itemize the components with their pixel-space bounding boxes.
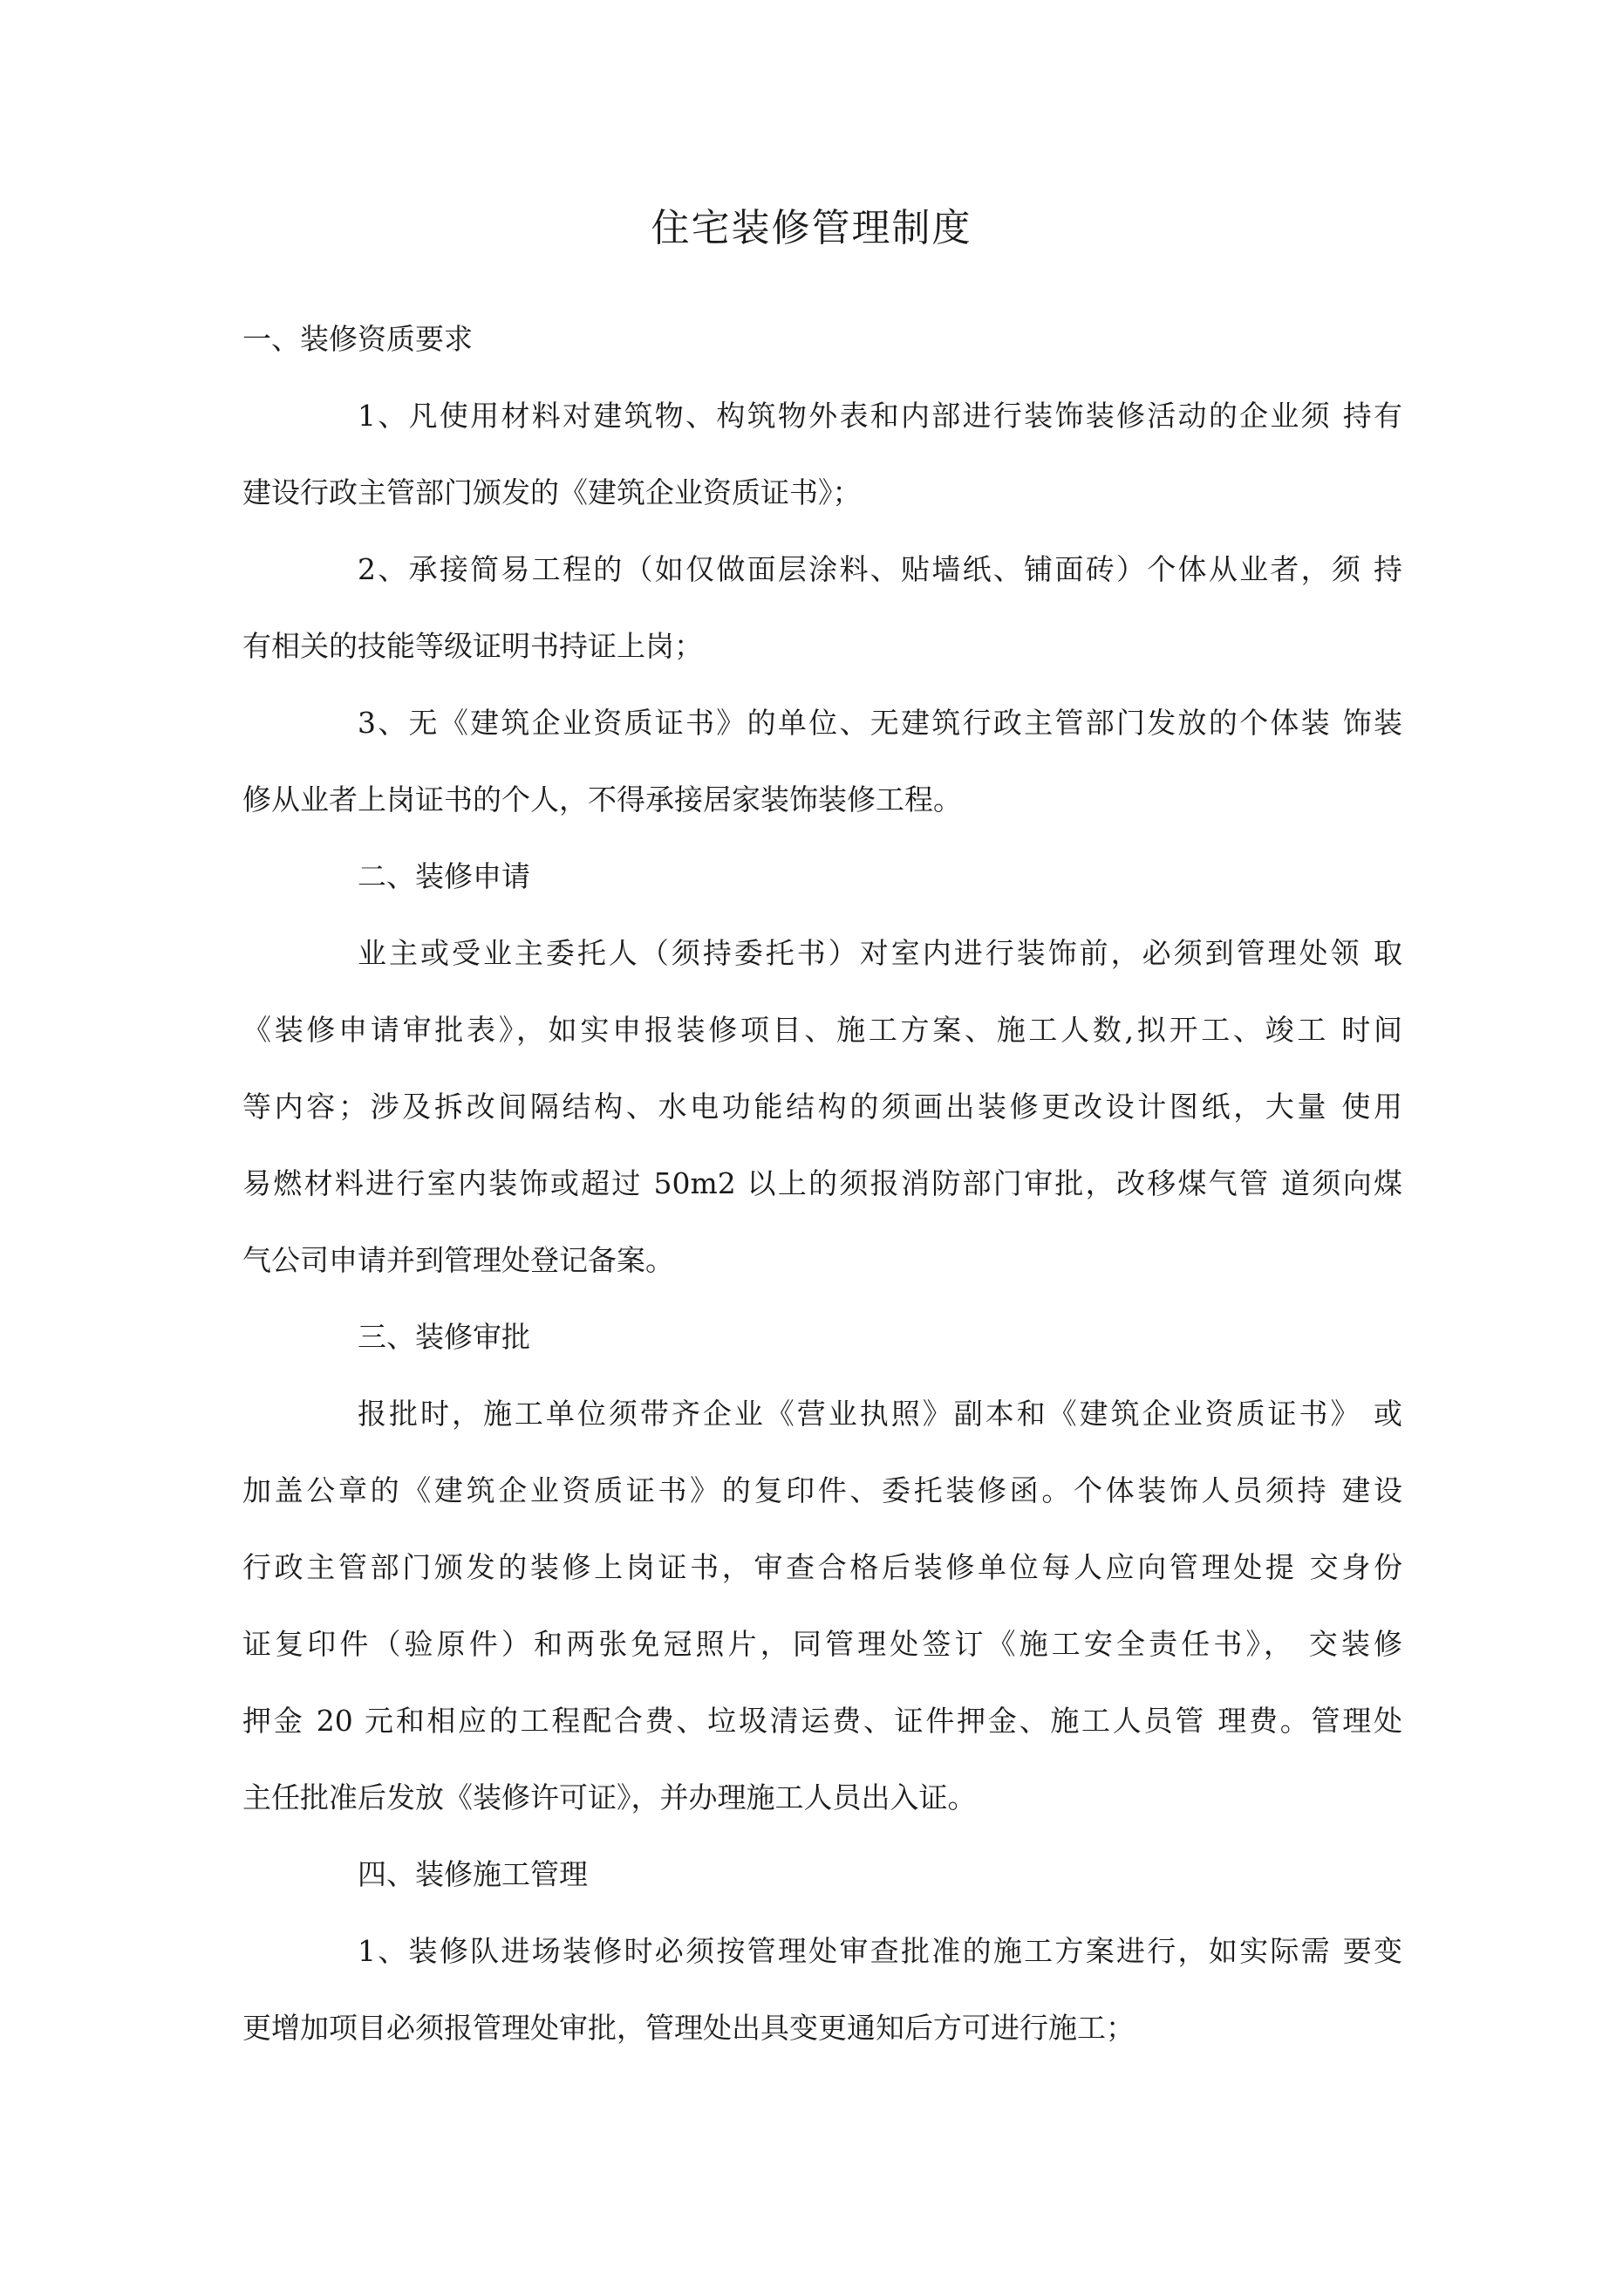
text-line: 1、凡使用材料对建筑物、构筑物外表和内部进行装饰装修活动的企业须 持有: [358, 399, 1402, 433]
text-line: 二、装修申请: [358, 859, 530, 893]
text-line: 更增加项目必须报管理处审批，管理处出具变更通知后方可进行施工；: [242, 2011, 1135, 2045]
text-line: 《装修申请审批表》，如实申报装修项目、施工方案、施工人数,拟开工、竣工 时间: [242, 1013, 1402, 1047]
text-line: 易燃材料进行室内装饰或超过 50m2 以上的须报消防部门审批，改移煤气管 道须向煤: [242, 1166, 1402, 1200]
text-line: 建设行政主管部门颁发的《建筑企业资质证书》；: [242, 475, 862, 509]
text-line: 押金 20 元和相应的工程配合费、垃圾清运费、证件押金、施工人员管 理费。管理处: [242, 1704, 1402, 1738]
text-line: 四、装修施工管理: [358, 1857, 588, 1891]
text-line: 3、无《建筑企业资质证书》的单位、无建筑行政主管部门发放的个体装 饰装: [358, 706, 1402, 740]
text-line: 报批时，施工单位须带齐企业《营业执照》副本和《建筑企业资质证书》 或: [358, 1397, 1402, 1431]
document-body: [242, 301, 1402, 2067]
text-line: 业主或受业主委托人（须持委托书）对室内进行装饰前，必须到管理处领 取: [358, 936, 1402, 970]
text-line: 三、装修审批: [358, 1320, 530, 1354]
text-line: 加盖公章的《建筑企业资质证书》的复印件、委托装修函。个体装饰人员须持 建设: [242, 1473, 1402, 1507]
text-line: 等内容；涉及拆改间隔结构、水电功能结构的须画出装修更改设计图纸，大量 使用: [242, 1090, 1402, 1124]
text-line: 2、承接简易工程的（如仅做面层涂料、贴墙纸、铺面砖）个体从业者，须 持: [358, 552, 1402, 586]
text-line: 一、装修资质要求: [242, 322, 473, 356]
text-line: 气公司申请并到管理处登记备案。: [242, 1243, 674, 1277]
text-line: 1、装修队进场装修时必须按管理处审查批准的施工方案进行，如实际需 要变: [358, 1934, 1402, 1968]
text-line: 证复印件（验原件）和两张免冠照片，同管理处签订《施工安全责任书》， 交装修: [242, 1627, 1402, 1661]
text-line: 有相关的技能等级证明书持证上岗；: [242, 629, 703, 663]
text-line: 修从业者上岗证书的个人，不得承接居家装饰装修工程。: [242, 782, 962, 817]
text-line: 行政主管部门颁发的装修上岗证书，审查合格后装修单位每人应向管理处提 交身份: [242, 1550, 1402, 1584]
document-title: 住宅装修管理制度: [651, 206, 972, 250]
text-line: 主任批准后发放《装修许可证》，并办理施工人员出入证。: [242, 1780, 977, 1814]
